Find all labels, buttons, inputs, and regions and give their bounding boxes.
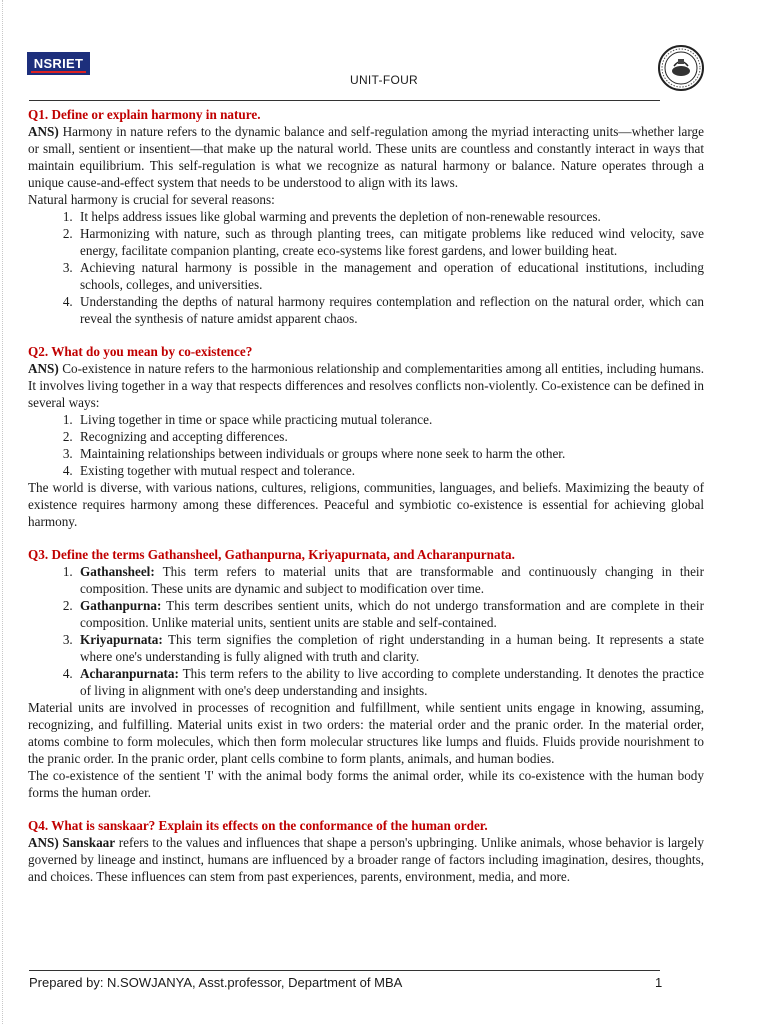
document-body — [28, 106, 704, 885]
term-definition: This term refers to the ability to live according to complete understanding. It denotes the practice of living in alignment with one's deep understanding and insights. — [80, 666, 704, 698]
list-item: 3. Achieving natural harmony is possible in the management and operation of educational institutions, including schools, colleges, and universities. — [76, 259, 704, 293]
footer-divider — [29, 970, 660, 971]
question-3-paragraph-2: The co-existence of the sentient 'I' with the animal body forms the animal order, while its co-existence with the human body forms the human order. — [28, 768, 704, 800]
term-label: Sanskaar — [58, 835, 116, 850]
question-4-answer — [28, 834, 704, 885]
list-item: 1. It helps address issues like global warming and prevents the depletion of non-renewable resources. — [76, 208, 704, 225]
term-label: Gathansheel: — [80, 564, 155, 579]
list-item — [76, 631, 704, 665]
list-item: 4. Understanding the depths of natural harmony requires contemplation and reflection on the natural order, which can reveal the synthesis of nature amidst apparent chaos. — [76, 293, 704, 327]
page-number: 1 — [655, 975, 663, 990]
answer-text: refers to the values and influences that shape a person's upbringing. Unlike animals, whose behavior is largely governed by lineage and instinct, humans are influenced by a broader range of factors including imagination, desires, thoughts, and choices. These influences can stem from past experiences, parents, environment, media, and more. — [28, 835, 704, 884]
unit-title: UNIT-FOUR — [349, 73, 419, 87]
question-3-paragraph-1: Material units are involved in processes of recognition and fulfillment, while sentient units engage in knowing, assuming, recognizing, and fulfilling. Material units exist in two orders: the material order and the pranic order. In the material order, atoms combine to form molecules, which then form molecular structures like lumps and fluids. Fluids provide nourishment to the pranic order. In the pranic order, plant cells combine to form plants, animals, and human bodies. — [28, 700, 704, 766]
list-item — [76, 665, 704, 699]
question-3-heading: Q3. Define the terms Gathansheel, Gathanpurna, Kriyapurnata, and Acharanpurnata. — [28, 547, 515, 562]
answer-text: Harmony in nature refers to the dynamic balance and self-regulation among the myriad interacting units—whether large or small, sentient or insentient—that make up the natural world. These units are countless and constantly interact in ways that maintain equilibrium. This self-regulation is what we recognize as natural harmony or balance. Nature operates through a unique cause-and-effect system that needs to be understood to align with its laws. — [28, 124, 704, 190]
list-item: 2. Recognizing and accepting differences. — [76, 428, 704, 445]
question-2-answer — [28, 360, 704, 411]
question-4-heading: Q4. What is sanskaar? Explain its effects on the conformance of the human order. — [28, 818, 488, 833]
question-1-heading: Q1. Define or explain harmony in nature. — [28, 107, 261, 122]
term-label: Acharanpurnata: — [80, 666, 179, 681]
header-divider — [29, 100, 660, 101]
ans-label: ANS) — [28, 124, 59, 139]
list-item: 4. Existing together with mutual respect and tolerance. — [76, 462, 704, 479]
list-item — [76, 597, 704, 631]
question-1-list — [28, 208, 704, 327]
term-label: Gathanpurna: — [80, 598, 162, 613]
answer-text: Co-existence in nature refers to the harmonious relationship and complementarities among all entities, including humans. It involves living together in a way that respects differences and resolves conflicts non-violently. Co-existence can be defined in several ways: — [28, 361, 704, 410]
term-definition: This term refers to material units that are transformable and continuously changing in their composition. These units are dynamic and subject to modification over time. — [80, 564, 704, 596]
ans-label: ANS) — [28, 835, 59, 850]
term-definition: This term describes sentient units, which do not undergo transformation and are complete in their composition. Unlike material units, sentient units are stable and self-contained. — [80, 598, 704, 630]
list-item: 3. Maintaining relationships between individuals or groups where none seek to harm the other. — [76, 445, 704, 462]
term-definition: This term signifies the completion of right understanding in a human being. It represents a state where one's understanding is fully aligned with truth and clarity. — [80, 632, 704, 664]
list-item — [76, 563, 704, 597]
question-2-list — [28, 411, 704, 479]
question-2-closing: The world is diverse, with various nations, cultures, religions, communities, languages, and beliefs. Maximizing the beauty of existence requires harmony among these differences. Peaceful and symbiotic co-existence is essential for achieving global harmony. — [28, 480, 704, 529]
question-3-list — [28, 563, 704, 699]
question-1-answer — [28, 123, 704, 191]
list-item: 2. Harmonizing with nature, such as through planting trees, can mitigate problems like reduced wind velocity, save energy, facilitate companion planting, create eco-systems like forest gardens, and lower building heat. — [76, 225, 704, 259]
page-margin-rule — [2, 0, 3, 1024]
question-1-intro: Natural harmony is crucial for several reasons: — [28, 192, 275, 207]
question-2-heading: Q2. What do you mean by co-existence? — [28, 344, 253, 359]
term-label: Kriyapurnata: — [80, 632, 163, 647]
ans-label: ANS) — [28, 361, 59, 376]
institution-logo: NSRIET — [27, 52, 90, 75]
footer-prepared-by: Prepared by: N.SOWJANYA, Asst.professor, Department of MBA — [29, 975, 403, 990]
list-item: 1. Living together in time or space while practicing mutual tolerance. — [76, 411, 704, 428]
